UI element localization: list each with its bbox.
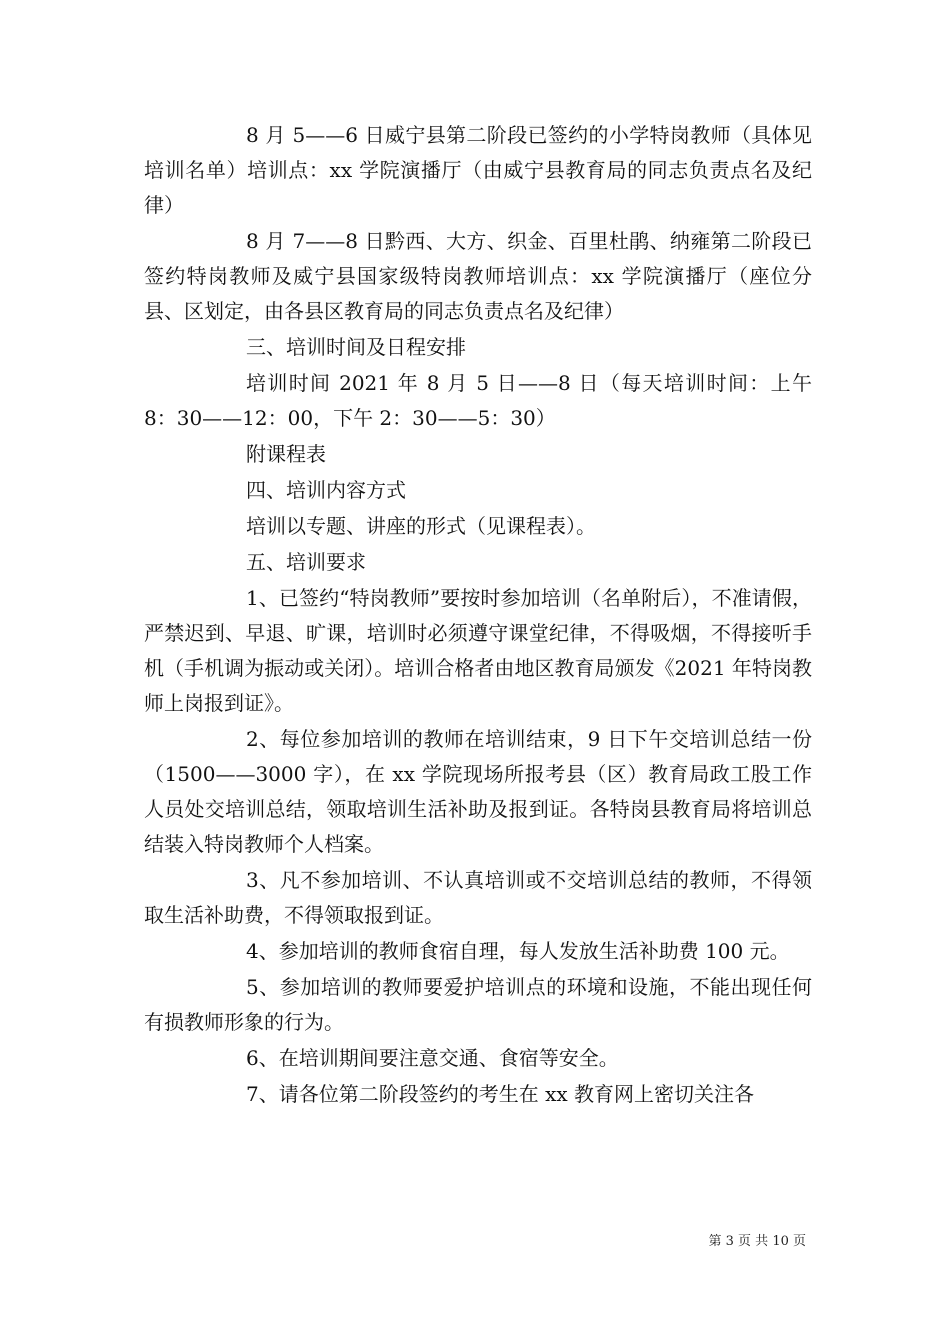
page-number-footer: 第 3 页 共 10 页: [708, 1234, 806, 1249]
requirement-item-2: 2、每位参加培训的教师在培训结束，9 日下午交培训总结一份（1500——3000 字），在 xx 学院现场所报考县（区）教育局政工股工作人员处交培训总结，领取培训生活补助及报到证。各特岗县教育局将培训总结装入特岗教师个人档案。: [144, 727, 812, 856]
requirement-item-1: 1、已签约“特岗教师”要按时参加培训（名单附后），不准请假，严禁迟到、早退、旷课，培训时必须遵守课堂纪律，不得吸烟，不得接听手机（手机调为振动或关闭）。培训合格者由地区教育局颁发《2021 年特岗教师上岗报到证》。: [144, 586, 812, 715]
requirement-item-4: 4、参加培训的教师食宿自理，每人发放生活补助费 100 元。: [246, 939, 790, 963]
paragraph-training-format: 培训以专题、讲座的形式（见课程表）。: [246, 514, 596, 538]
paragraph-other-counties-training: 8 月 7——8 日黔西、大方、织金、百里杜鹃、纳雍第二阶段已签约特岗教师及威宁县国家级特岗教师培训点：xx 学院演播厅（座位分县、区划定，由各县区教育局的同志负责点名及纪律）: [144, 229, 812, 323]
paragraph-course-table-note: 附课程表: [246, 442, 326, 466]
heading-training-content: 四、培训内容方式: [246, 478, 406, 502]
heading-training-requirements: 五、培训要求: [246, 550, 366, 574]
document-body: [144, 118, 812, 1113]
paragraph-training-time: 培训时间 2021 年 8 月 5 日——8 日（每天培训时间：上午 8：30——12：00，下午 2：30——5：30）: [144, 371, 812, 430]
requirement-item-5: 5、参加培训的教师要爱护培训点的环境和设施，不能出现任何有损教师形象的行为。: [144, 975, 812, 1034]
requirement-item-3: 3、凡不参加培训、不认真培训或不交培训总结的教师，不得领取生活补助费，不得领取报到证。: [144, 868, 812, 927]
requirement-item-7: 7、请各位第二阶段签约的考生在 xx 教育网上密切关注各: [246, 1082, 754, 1106]
requirement-item-6: 6、在培训期间要注意交通、食宿等安全。: [246, 1046, 619, 1070]
heading-training-schedule: 三、培训时间及日程安排: [246, 335, 466, 359]
paragraph-weining-training: 8 月 5——6 日威宁县第二阶段已签约的小学特岗教师（具体见培训名单）培训点：xx 学院演播厅（由威宁县教育局的同志负责点名及纪律）: [144, 123, 812, 217]
